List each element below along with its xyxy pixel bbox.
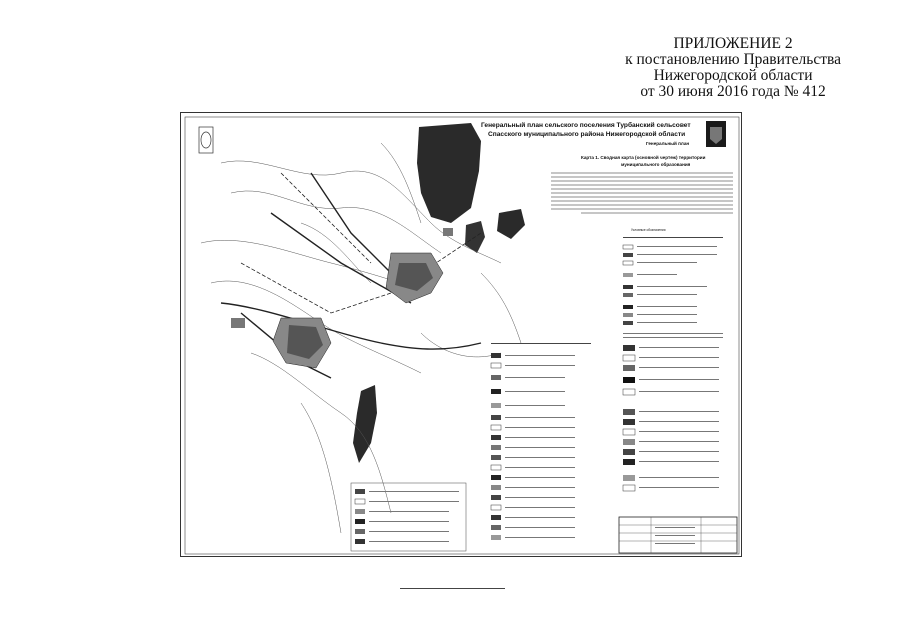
forest-area-northeast	[497, 209, 525, 239]
map-drawing	[181, 113, 742, 557]
map-title-line1: Генеральный план сельского поселения Турбанский сельсовет	[481, 122, 691, 129]
legend-bottom-left	[351, 483, 466, 551]
drawing-title-block	[619, 517, 737, 553]
appendix-title: ПРИЛОЖЕНИЕ 2	[673, 35, 793, 52]
settlement-turbanka	[386, 253, 443, 303]
legend-right-column	[623, 237, 723, 491]
general-plan-map-sheet	[180, 112, 742, 557]
coat-of-arms-emblem	[706, 121, 726, 147]
legend-heading: Условные обозначения	[631, 228, 666, 232]
forest-area-north	[417, 123, 481, 223]
forest-area-south	[353, 385, 377, 463]
appendix-header	[625, 36, 841, 100]
settlement-spasskoe	[273, 318, 331, 368]
map-caption-line1: Карта 1. Сводная карта (основной чертеж) территории	[581, 155, 706, 160]
appendix-ref-line: к постановлению Правительства	[625, 51, 841, 68]
map-title-line2: Спасского муниципального района Нижегородской области	[488, 131, 686, 138]
map-description-block	[551, 173, 733, 213]
locator-inset	[199, 127, 213, 153]
map-subtitle: Генеральный план	[646, 141, 690, 146]
appendix-date: от 30 июня 2016 года № 412	[640, 83, 826, 100]
legend-middle-column	[491, 343, 591, 540]
appendix-region: Нижегородской области	[653, 67, 813, 84]
map-caption-line2: муниципального образования	[621, 162, 691, 167]
footnote-separator	[400, 588, 505, 589]
